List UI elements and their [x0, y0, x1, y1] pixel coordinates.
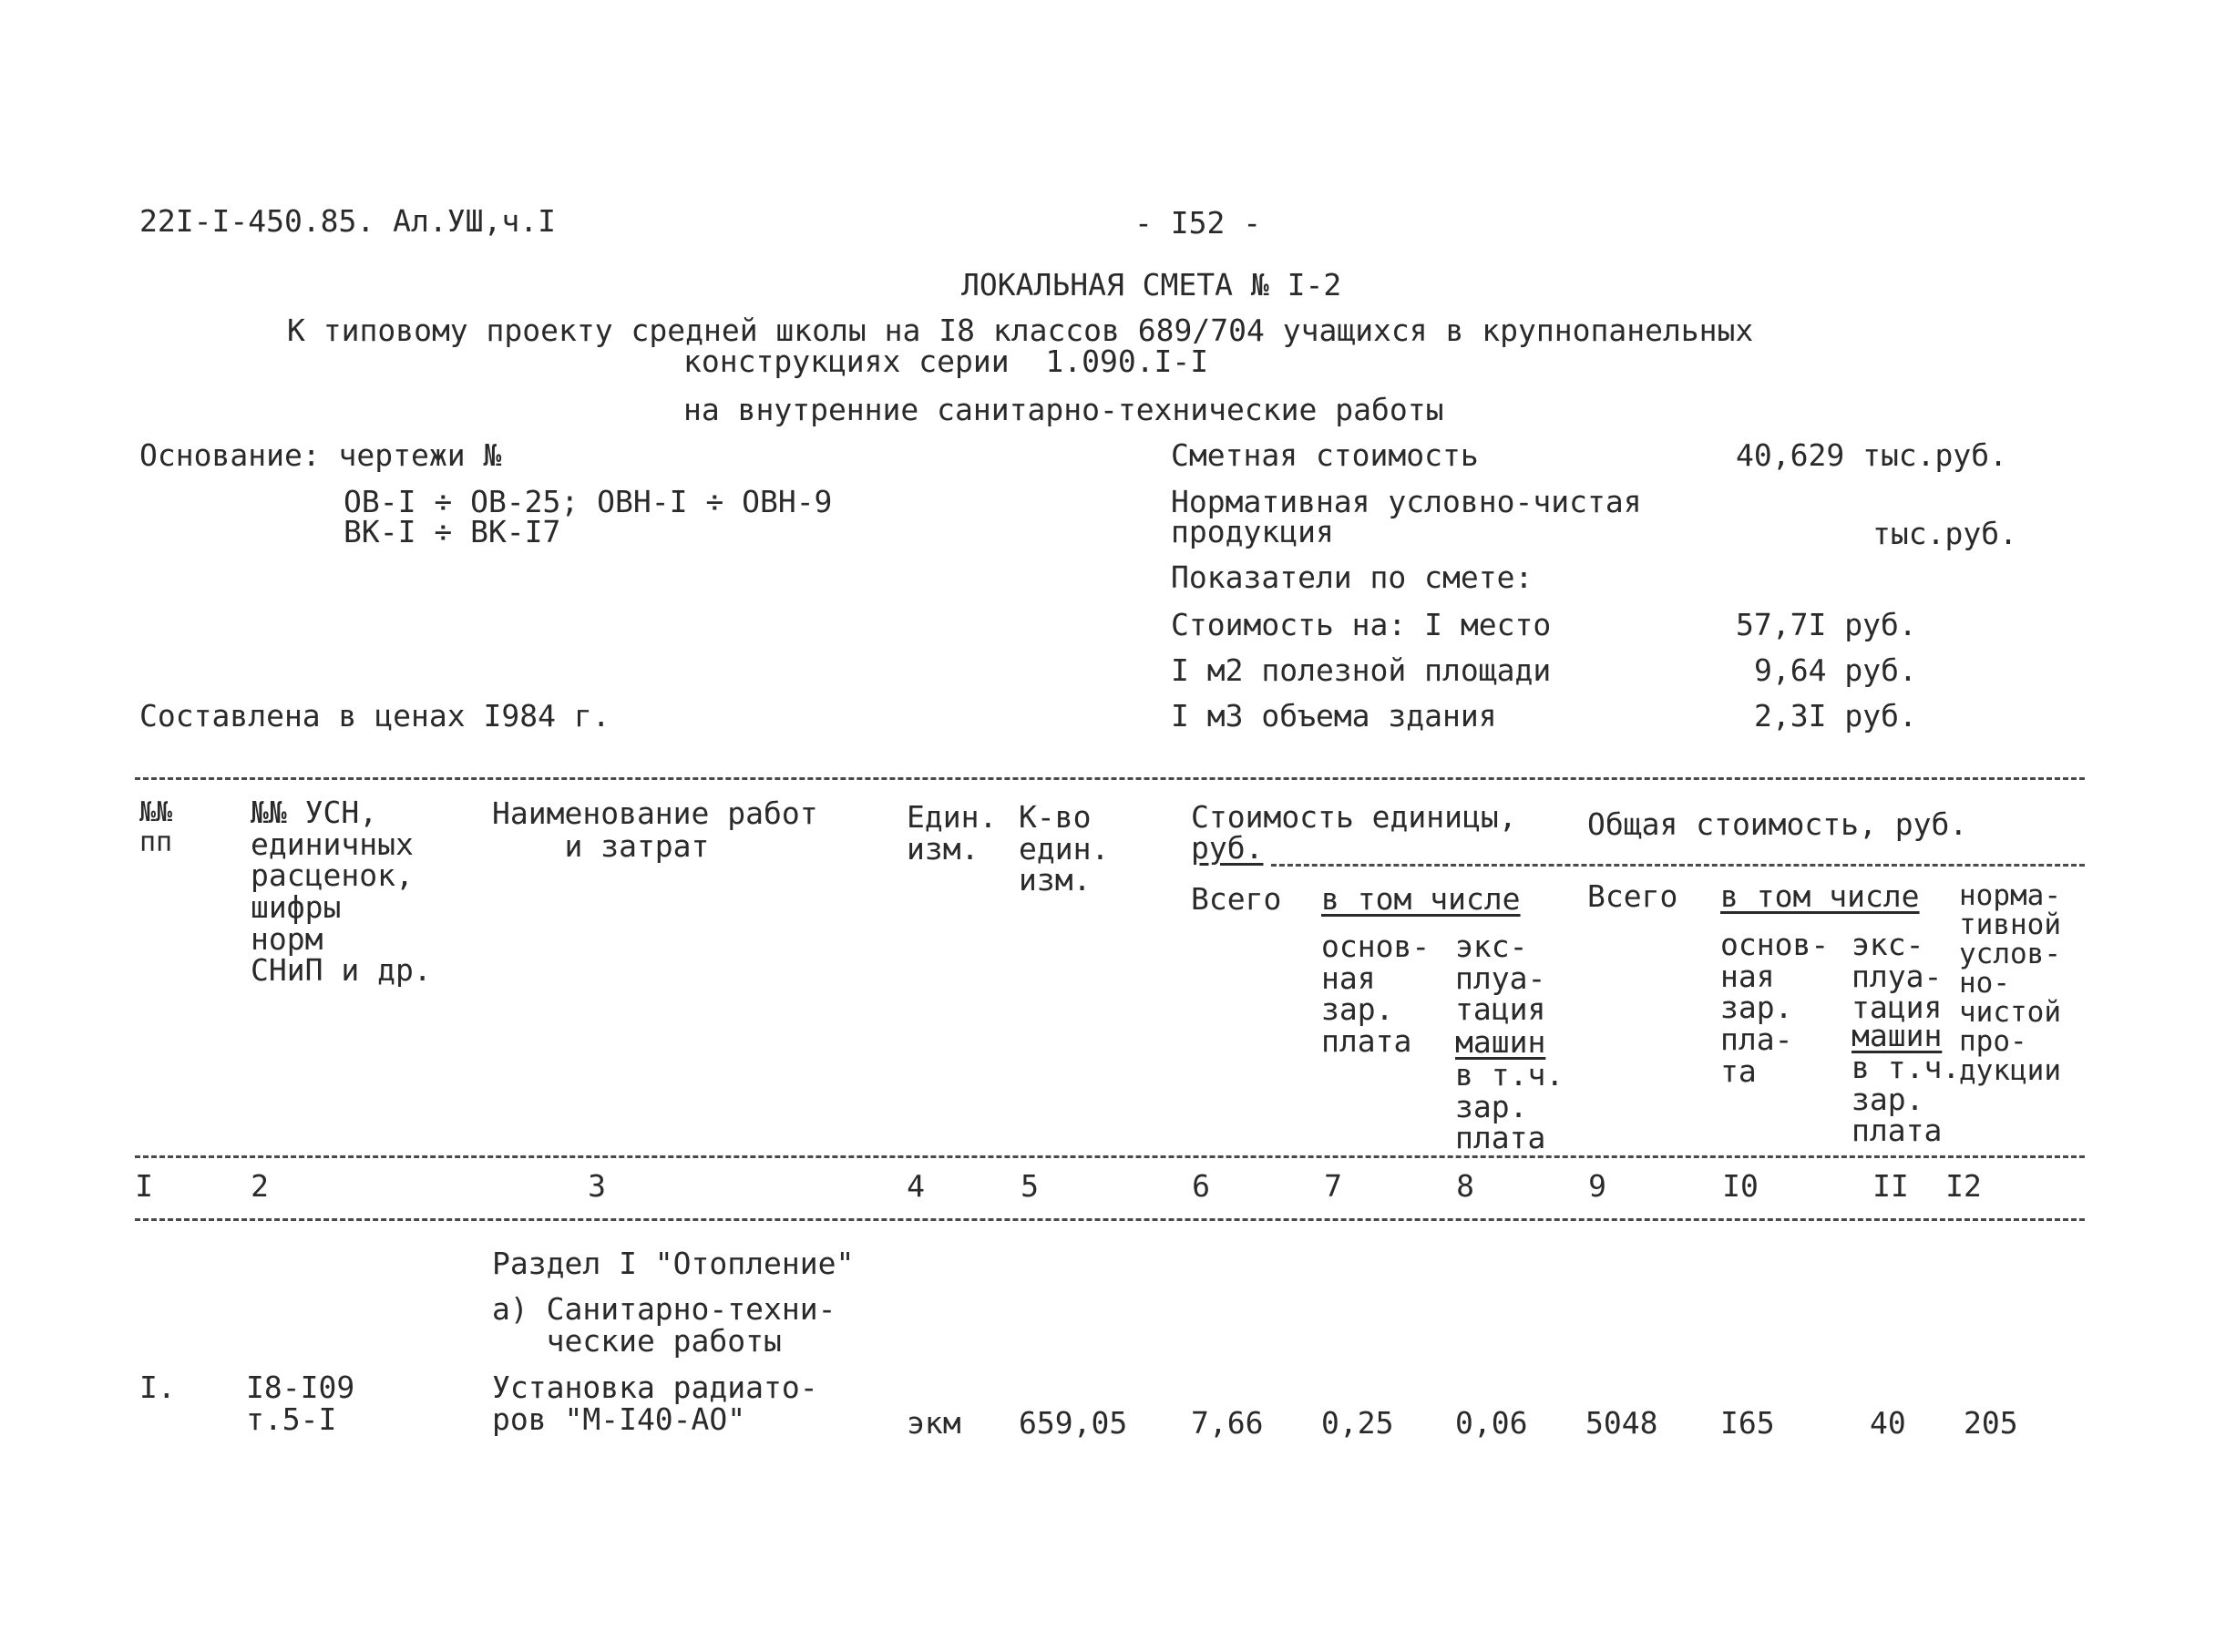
per-place-label: Стоимость на: I место [1171, 607, 1552, 642]
estimated-cost-value: 40,629 тыс.руб. [1736, 437, 2008, 473]
unit-cost-group-label: Стоимость единицы, [1191, 799, 1517, 835]
subsection-title: а) Санитарно-техни- ческие работы [492, 1291, 836, 1359]
document-title: ЛОКАЛЬНАЯ СМЕТА № I-2 [961, 267, 1342, 303]
unit-machine-op-label: экс- плуа- тация [1455, 929, 1546, 1028]
drawings-line-2: ВК-I ÷ ВК-I7 [344, 514, 561, 549]
column-number: 7 [1324, 1168, 1342, 1204]
indicators-label: Показатели по смете: [1171, 559, 1534, 595]
normative-label-1: Нормативная условно-чистая [1171, 484, 1642, 519]
column-number: I2 [1945, 1168, 1982, 1204]
column-number: 3 [588, 1168, 606, 1204]
total-base-salary-label: основ- ная зар. пла- та [1720, 927, 1830, 1089]
total-machines-label: машин [1852, 1018, 1943, 1053]
row-unit-machines: 0,06 [1455, 1405, 1528, 1441]
row-total-machines: 40 [1870, 1405, 1906, 1441]
page-number: - I52 - [1134, 205, 1262, 241]
prices-note: Составлена в ценах I984 г. [139, 698, 610, 734]
total-incl-salary-label: в т.ч. зар. плата [1852, 1050, 1961, 1149]
normative-label-2: продукция [1171, 514, 1334, 549]
column-number: I0 [1722, 1168, 1759, 1204]
normative-product-label: норма- тивной услов- но- чистой про- дукции [1959, 879, 2061, 1087]
row-unit-salary: 0,25 [1321, 1405, 1394, 1441]
unit-cost-group-rub: руб. [1191, 830, 1264, 866]
header-col-number: №№ пп [139, 796, 173, 858]
subtitle-line-3: на внутренние санитарно-технические работы [683, 392, 1444, 427]
per-m2-value: 9,64 руб. [1754, 652, 1917, 688]
column-numbers-rule [135, 1218, 2085, 1221]
row-name: Установка радиато- ров "М-I40-АО" [492, 1370, 818, 1437]
column-number: 2 [251, 1168, 269, 1204]
total-machine-op-label: экс- плуа- тация [1852, 927, 1943, 1026]
column-number: I [135, 1168, 153, 1204]
header-col-qty: К-во един. изм. [1019, 799, 1110, 898]
row-qty: 659,05 [1019, 1405, 1128, 1441]
document-code: 22I-I-450.85. Ал.УШ,ч.I [139, 203, 556, 239]
unit-base-salary-label: основ- ная зар. плата [1321, 929, 1431, 1059]
row-number: I. [139, 1370, 176, 1405]
column-number: II [1872, 1168, 1909, 1204]
unit-including-label: в том числе [1321, 881, 1521, 917]
row-total-salary: I65 [1720, 1405, 1775, 1441]
column-number: 9 [1588, 1168, 1606, 1204]
unit-incl-salary-label: в т.ч. зар. плата [1455, 1057, 1564, 1156]
normative-value: тыс.руб. [1872, 516, 2017, 551]
per-place-value: 57,7I руб. [1736, 607, 1917, 642]
row-code: I8-I09 т.5-I [246, 1370, 355, 1437]
total-including-label: в том числе [1720, 878, 1920, 914]
header-col-unit: Един. изм. [907, 799, 998, 867]
per-m2-label: I м2 полезной площади [1171, 652, 1552, 688]
per-m3-label: I м3 объема здания [1171, 698, 1497, 734]
header-bottom-rule [135, 1155, 2085, 1158]
row-unit-total: 7,66 [1191, 1405, 1264, 1441]
estimated-cost-label: Сметная стоимость [1171, 437, 1479, 473]
subtitle-line-2: конструкциях серии 1.090.I-I [683, 344, 1209, 379]
section-title: Раздел I "Отопление" [492, 1246, 855, 1281]
table-top-rule [135, 777, 2085, 780]
column-number: 6 [1192, 1168, 1210, 1204]
row-unit: экм [907, 1405, 961, 1441]
drawings-line-1: ОВ-I ÷ ОВ-25; ОВН-I ÷ ОВН-9 [344, 484, 833, 519]
column-number: 4 [907, 1168, 925, 1204]
per-m3-value: 2,3I руб. [1754, 698, 1917, 734]
total-cost-group-label: Общая стоимость, руб. [1587, 806, 1968, 842]
row-total: 5048 [1585, 1405, 1658, 1441]
group-header-rule [1271, 864, 2085, 867]
subtitle-line-1: К типовому проекту средней школы на I8 классов 689/704 учащихся в крупнопанельных [287, 313, 1754, 348]
unit-total-label: Всего [1191, 881, 1282, 917]
total-total-label: Всего [1587, 878, 1678, 914]
column-number: 5 [1021, 1168, 1039, 1204]
header-col-code: №№ УСН, единичных расценок, шифры норм СНиП и др. [251, 795, 432, 989]
row-normative: 205 [1964, 1405, 2018, 1441]
basis-label: Основание: чертежи № [139, 437, 502, 473]
header-col-name: Наименование работ и затрат [492, 795, 818, 865]
column-number: 8 [1456, 1168, 1474, 1204]
unit-machines-label: машин [1455, 1024, 1546, 1060]
